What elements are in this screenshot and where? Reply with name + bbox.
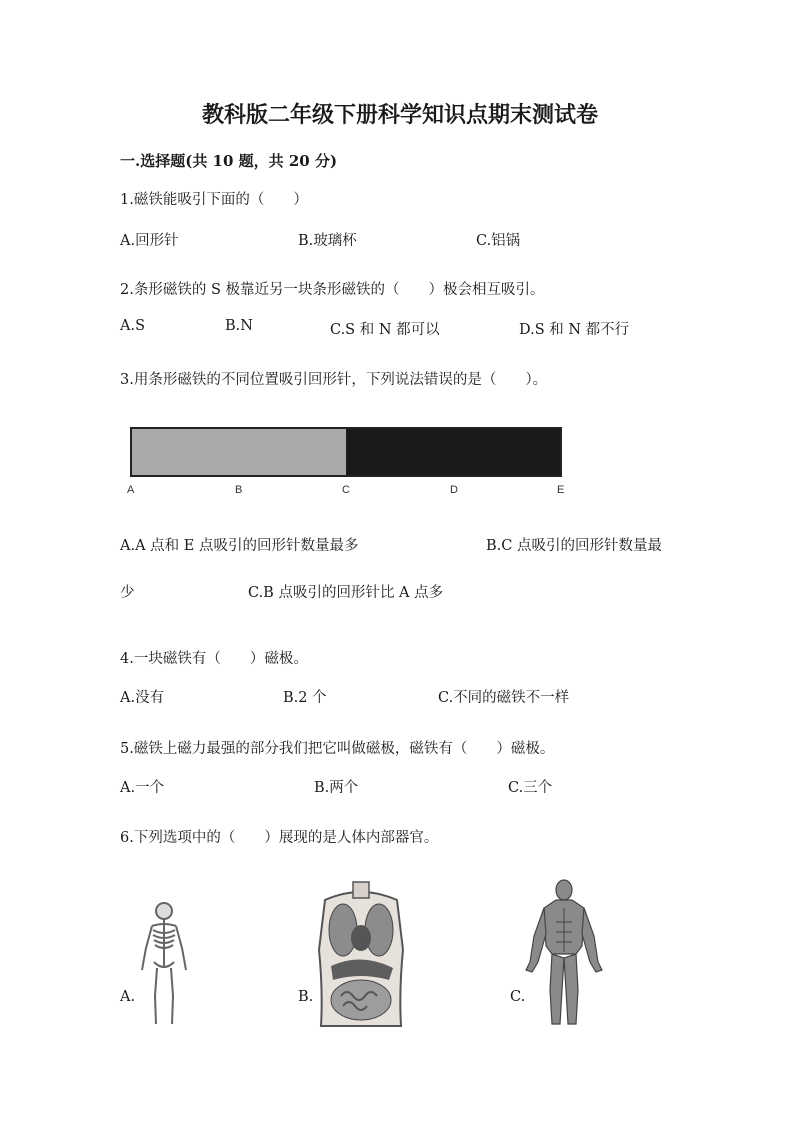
question-2: 2.条形磁铁的 S 极靠近另一块条形磁铁的（ ）极会相互吸引。 [120, 282, 545, 298]
q6-option-b[interactable]: B. [298, 989, 314, 1005]
q2-option-a[interactable]: A.S [120, 318, 146, 334]
q1-option-a[interactable]: A.回形针 [120, 233, 179, 249]
q5-option-b[interactable]: B.两个 [314, 780, 359, 796]
q4-option-a[interactable]: A.没有 [120, 690, 165, 706]
q3-option-c[interactable]: C.B 点吸引的回形针比 A 点多 [248, 585, 444, 601]
q5-option-a[interactable]: A.一个 [120, 780, 165, 796]
magnet-label-a: A [127, 484, 135, 496]
q6-option-a[interactable]: A. [120, 989, 136, 1005]
section-heading: 一.选择题(共 10 题，共 20 分) [120, 152, 338, 170]
q1-option-c[interactable]: C.铝锅 [476, 233, 521, 249]
q3-option-a[interactable]: A.A 点和 E 点吸引的回形针数量最多 [120, 538, 359, 554]
magnet-gray-half [132, 429, 347, 475]
question-3: 3.用条形磁铁的不同位置吸引回形针，下列说法错误的是（ ）。 [120, 372, 548, 388]
q2-option-b[interactable]: B.N [225, 318, 253, 334]
q3-option-b-continued: 少 [120, 585, 135, 601]
q2-option-d[interactable]: D.S 和 N 都不行 [519, 322, 630, 338]
q3-option-b[interactable]: B.C 点吸引的回形针数量最 [486, 538, 662, 554]
question-4: 4.一块磁铁有（ ）磁极。 [120, 651, 308, 667]
q1-option-b[interactable]: B.玻璃杯 [298, 233, 357, 249]
torso-organs-figure [313, 880, 409, 1028]
muscle-figure [522, 878, 606, 1028]
magnet-black-half [347, 429, 561, 475]
question-5: 5.磁铁上磁力最强的部分我们把它叫做磁极，磁铁有（ ）磁极。 [120, 741, 555, 757]
question-6: 6.下列选项中的（ ）展现的是人体内部器官。 [120, 830, 439, 846]
question-1: 1.磁铁能吸引下面的（ ） [120, 192, 308, 208]
magnet-label-d: D [450, 484, 458, 496]
q4-option-b[interactable]: B.2 个 [283, 690, 327, 706]
q6-option-c[interactable]: C. [510, 989, 526, 1005]
q5-option-c[interactable]: C.三个 [508, 780, 553, 796]
q4-option-c[interactable]: C.不同的磁铁不一样 [438, 690, 570, 706]
bar-magnet-figure [130, 427, 562, 477]
magnet-label-c: C [342, 484, 350, 496]
skeleton-figure [132, 900, 196, 1030]
magnet-label-e: E [557, 484, 565, 496]
q2-option-c[interactable]: C.S 和 N 都可以 [330, 322, 440, 338]
page-title: 教科版二年级下册科学知识点期末测试卷 [201, 102, 598, 128]
magnet-label-b: B [235, 484, 243, 496]
